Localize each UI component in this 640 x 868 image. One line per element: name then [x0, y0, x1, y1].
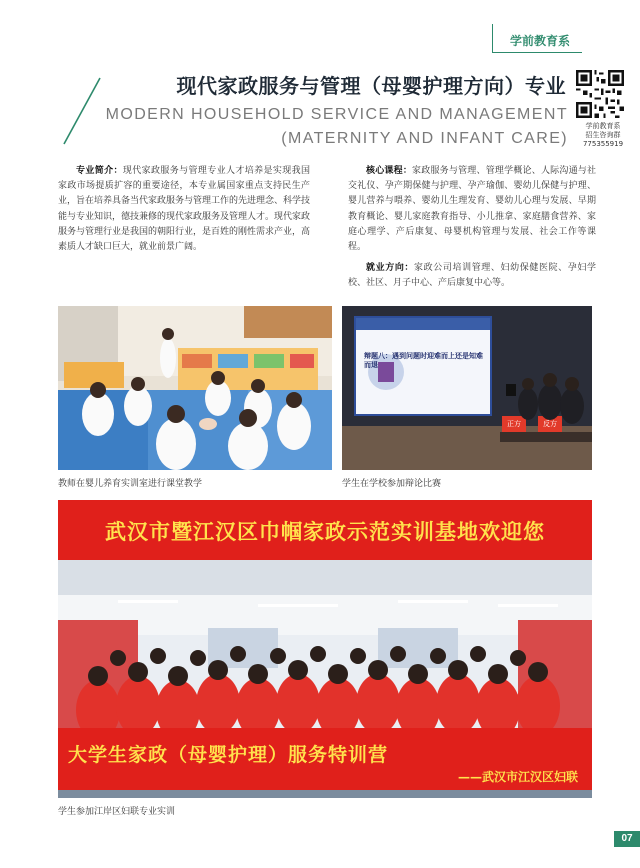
photo-debate [342, 306, 592, 470]
employment-label: 就业方向： [366, 263, 415, 274]
banner-bottom-signature: ——武汉市江汉区妇联 [457, 770, 578, 784]
department-underline [492, 52, 582, 53]
debate-table-label-left: 正方 [507, 420, 521, 428]
banner-bottom-text: 大学生家政（母婴护理）服务特训营 [68, 744, 389, 766]
photo-debate-caption: 学生在学校参加辩论比赛 [342, 479, 442, 489]
page-title: 现代家政服务与管理（母婴护理方向）专业 [176, 74, 566, 98]
debate-screen-topic: 辩题八：遇到问题时迎难而上还是知难而退 [364, 352, 483, 369]
page-title-english-line-1: MODERN HOUSEHOLD SERVICE AND MANAGEMENT [105, 106, 568, 123]
department-label: 学前教育系 [510, 34, 571, 48]
photo-classroom-teaching [58, 306, 332, 470]
courses-column [348, 164, 596, 298]
employment-text: 家政公司培训管理、妇幼保健医院、孕妇学校、社区、月子中心、产后康复中心等。 [348, 263, 596, 289]
core-courses-label: 核心课程： [366, 166, 413, 176]
core-courses-paragraph [348, 164, 596, 255]
page-number: 07 [614, 831, 640, 847]
core-courses-text: 家政服务与管理、管理学概论、人际沟通与社交礼仪、孕产期保健与护理、孕产瑜伽、婴幼儿保健与护理、婴儿营养与喂养、婴幼儿生理发育、婴幼儿心理与发展、早期教育概论、婴儿家庭教育指导、小儿推拿、家庭膳食营养、家庭心理学、产后康复、母婴机构管理与发展、社会工作等课程。 [348, 166, 596, 253]
qr-caption-line-3: 775355919 [582, 140, 624, 148]
photo-group-training [58, 500, 592, 798]
intro-label: 专业简介： [76, 166, 123, 176]
qr-caption-line-1: 学前教育系 [585, 122, 621, 130]
title-slash-decoration [60, 76, 104, 146]
intro-column [58, 164, 310, 261]
department-tag [492, 24, 640, 52]
intro-paragraph [58, 164, 310, 255]
banner-top-text: 武汉市暨江汉区巾帼家政示范实训基地欢迎您 [105, 520, 545, 544]
photo-group-caption: 学生参加江岸区妇联专业实训 [58, 807, 176, 817]
employment-paragraph [348, 261, 596, 291]
intro-text: 现代家政服务与管理专业人才培养是实现我国家政市场提质扩容的重要途径，本专业属国家重点支持民生产业，旨在培养具备当代家政服务与管理工作的先进理念、科学技能与专业知识，德技兼修的现代家政服务及管理人才。现代家政服务与管理行业是我国的朝阳行业，是百姓的刚性需求产业，高素质人才缺口巨大，就业前景广阔。 [58, 166, 311, 253]
photo-classroom-caption: 教师在婴儿养育实训室进行课堂教学 [58, 479, 203, 489]
qr-code-icon [576, 70, 624, 118]
qr-caption-line-2: 招生咨询群 [585, 131, 621, 139]
department-divider [492, 24, 493, 52]
debate-table-label-right: 反方 [543, 420, 557, 428]
page-title-english-line-2: (MATERNITY AND INFANT CARE) [281, 130, 568, 147]
